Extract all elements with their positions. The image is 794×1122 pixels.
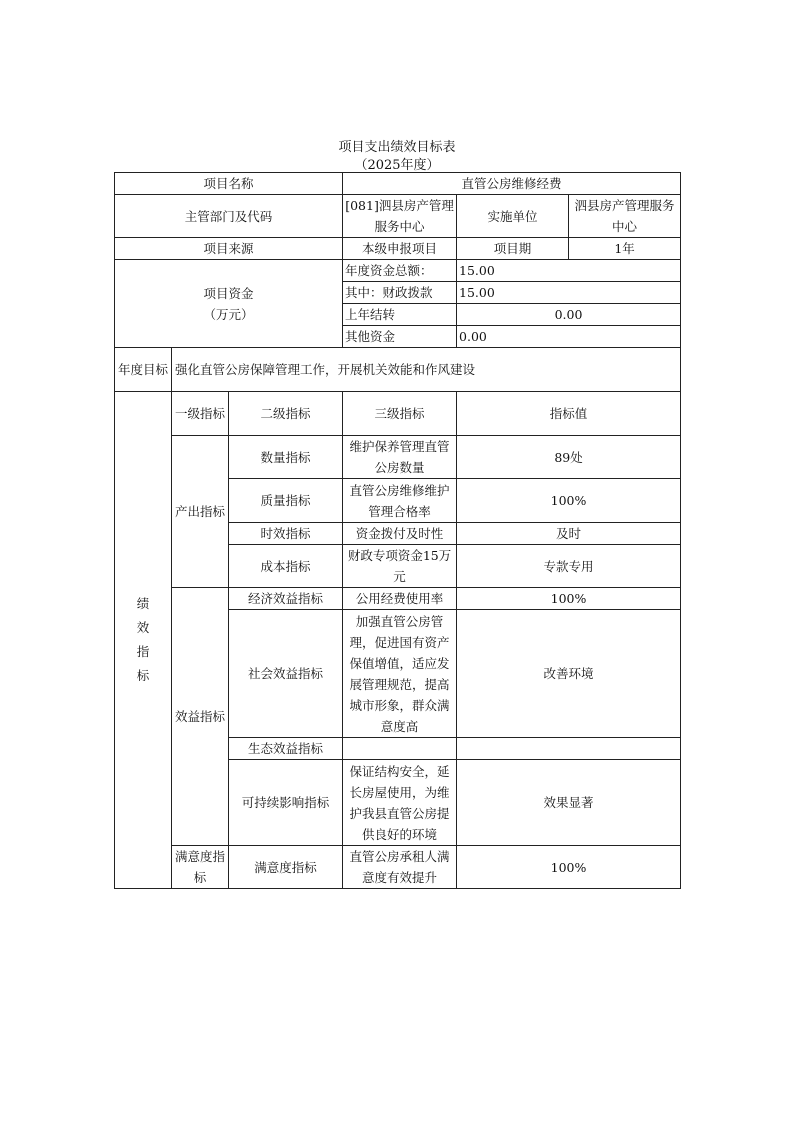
goal-label: 年度目标	[115, 348, 172, 392]
funds-fiscal-label: 其中：财政拨款	[343, 282, 457, 304]
row-value: 改善环境	[457, 610, 681, 738]
page-title: 项目支出绩效目标表	[338, 140, 456, 155]
period-label: 项目期	[457, 238, 569, 260]
goal-value: 强化直管公房保障管理工作，开展机关效能和作风建设	[172, 348, 681, 392]
row-value: 效果显著	[457, 760, 681, 846]
project-name-value: 直管公房维修经费	[343, 173, 681, 195]
table-row	[115, 846, 681, 889]
table-row	[115, 260, 681, 282]
period-value: 1年	[569, 238, 681, 260]
table-row	[115, 436, 681, 479]
row-level2: 时效指标	[229, 523, 343, 545]
row-level2: 质量指标	[229, 479, 343, 523]
benefit-label: 效益指标	[172, 588, 229, 846]
row-level3: 公用经费使用率	[343, 588, 457, 610]
row-level3: 直管公房维修维护管理合格率	[343, 479, 457, 523]
row-value	[457, 738, 681, 760]
header-level3: 三级指标	[343, 392, 457, 436]
funds-total-value: 15.00	[457, 260, 681, 282]
header-level1: 一级指标	[172, 392, 229, 436]
table-row	[115, 173, 681, 195]
row-level3: 直管公房承租人满意度有效提升	[343, 846, 457, 889]
table-row	[115, 195, 681, 238]
row-level2: 经济效益指标	[229, 588, 343, 610]
perf-label-text: 绩效指标	[136, 596, 150, 683]
row-value: 100%	[457, 479, 681, 523]
source-value: 本级申报项目	[343, 238, 457, 260]
funds-label	[115, 260, 343, 348]
output-label: 产出指标	[172, 436, 229, 588]
row-level3: 财政专项资金15万元	[343, 545, 457, 588]
impl-label: 实施单位	[457, 195, 569, 238]
header-value: 指标值	[457, 392, 681, 436]
dept-label: 主管部门及代码	[115, 195, 343, 238]
funds-total-label: 年度资金总额：	[343, 260, 457, 282]
row-level2: 生态效益指标	[229, 738, 343, 760]
performance-table	[114, 172, 681, 889]
funds-label-text: 项目资金	[203, 285, 254, 301]
row-value: 专款专用	[457, 545, 681, 588]
impl-value: 泗县房产管理服务中心	[569, 195, 681, 238]
row-level2: 可持续影响指标	[229, 760, 343, 846]
table-row	[115, 348, 681, 392]
row-value: 100%	[457, 588, 681, 610]
funds-carry-label: 上年结转	[343, 304, 457, 326]
funds-carry-value: 0.00	[457, 304, 681, 326]
table-row	[115, 588, 681, 610]
header-level2: 二级指标	[229, 392, 343, 436]
source-label: 项目来源	[115, 238, 343, 260]
page-subtitle: （2025年度）	[354, 158, 440, 173]
table-row	[115, 392, 681, 436]
dept-value: [081]泗县房产管理服务中心	[343, 195, 457, 238]
project-name-label: 项目名称	[115, 173, 343, 195]
row-level3: 保证结构安全，延长房屋使用，为维护我县直管公房提供良好的环境	[343, 760, 457, 846]
row-level3	[343, 738, 457, 760]
funds-other-value: 0.00	[457, 326, 681, 348]
row-level3: 维护保养管理直管公房数量	[343, 436, 457, 479]
row-level2: 成本指标	[229, 545, 343, 588]
satisfaction-label: 满意度指标	[172, 846, 229, 889]
row-level2: 满意度指标	[229, 846, 343, 889]
funds-other-label: 其他资金	[343, 326, 457, 348]
row-value: 100%	[457, 846, 681, 889]
row-value: 89处	[457, 436, 681, 479]
table-row	[115, 238, 681, 260]
row-level2: 数量指标	[229, 436, 343, 479]
funds-fiscal-value: 15.00	[457, 282, 681, 304]
row-level3: 加强直管公房管理，促进国有资产保值增值，适应发展管理规范，提高城市形象，群众满意度高	[343, 610, 457, 738]
funds-unit: （万元）	[203, 306, 254, 322]
row-value: 及时	[457, 523, 681, 545]
row-level2: 社会效益指标	[229, 610, 343, 738]
row-level3: 资金拨付及时性	[343, 523, 457, 545]
perf-label	[115, 392, 172, 889]
